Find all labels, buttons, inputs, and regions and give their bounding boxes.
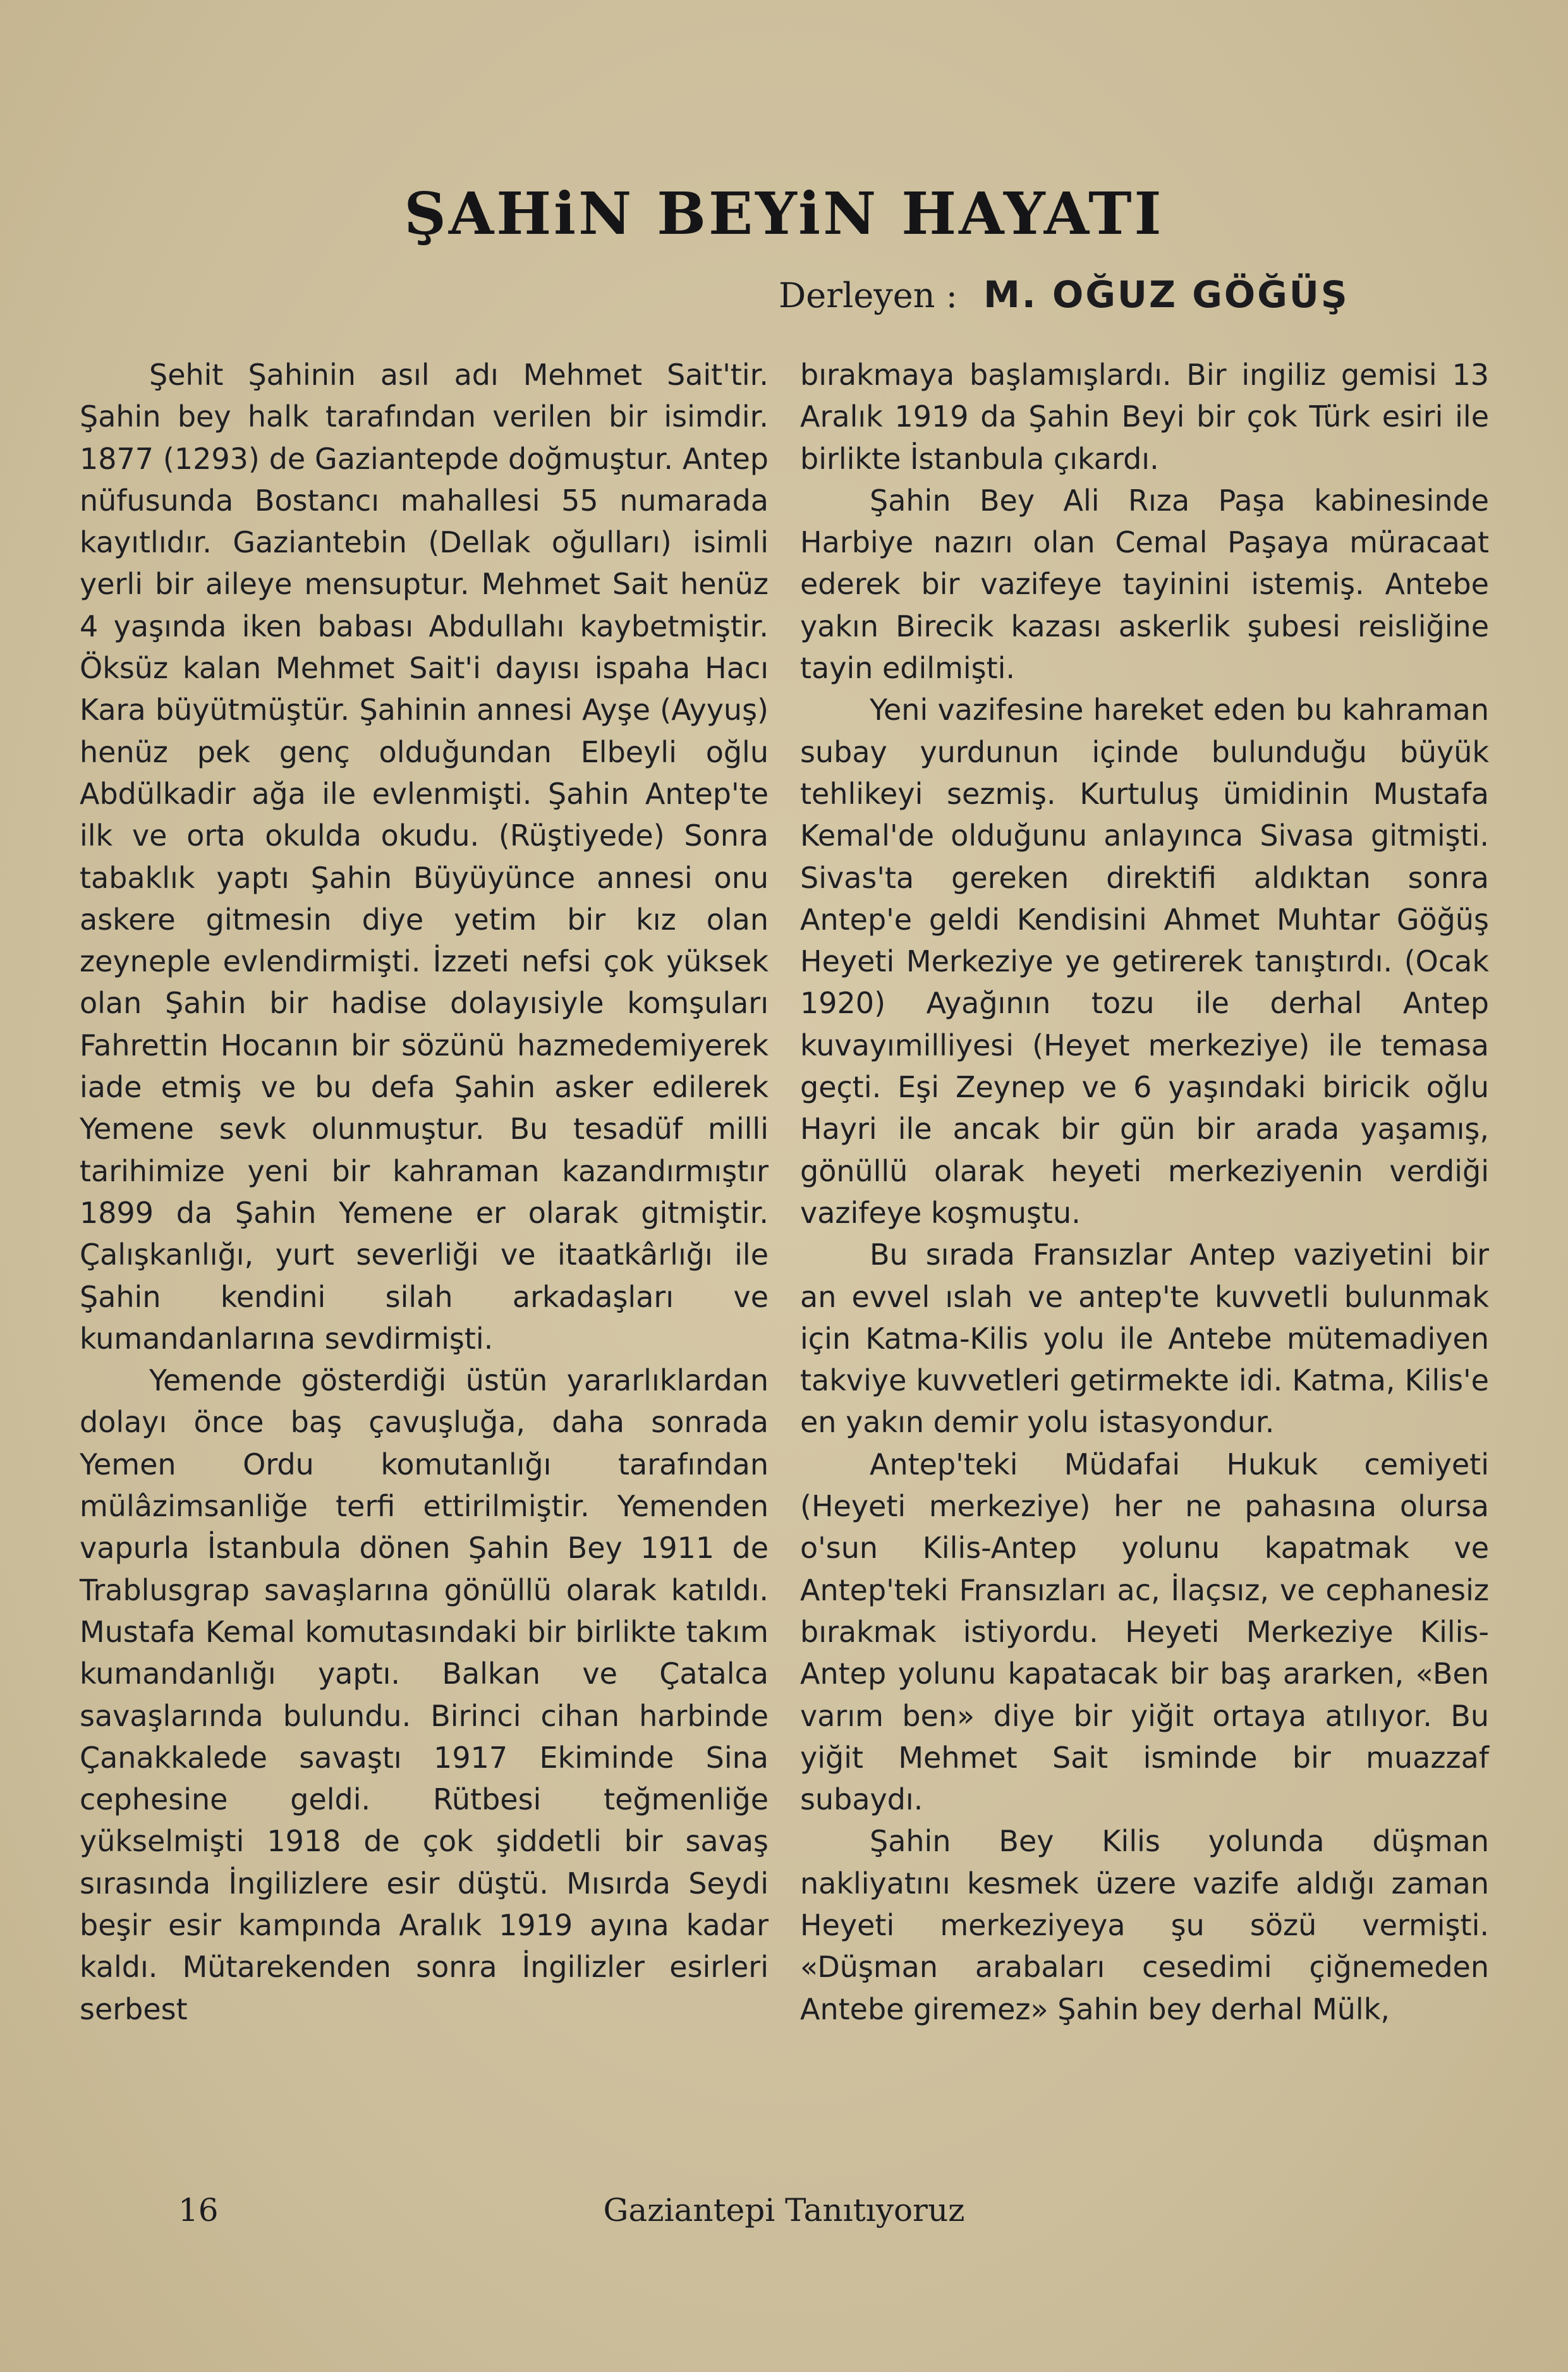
paragraph: Bu sırada Fransızlar Antep vaziyetini bir an evvel ıslah ve antep'te kuvvetli bulunmak için Katma-Kilis yolu ile Antebe mütemadiyen takviye kuvvetleri getirmekte idi. Katma, Kilis'e en yakın demir yolu istasyondur. xyxy=(800,1238,1489,1440)
paragraph: Şahin Bey Kilis yolunda düşman nakliyatını kesmek üzere vazife aldığı zaman Heyeti merkeziyeya şu sözü vermişti. «Düşman arabaları cesedimi çiğnemeden Antebe giremez» Şahin bey derhal Mülk, xyxy=(800,1824,1489,2026)
left-column xyxy=(80,354,769,2030)
byline-label: Derleyen : xyxy=(779,276,957,315)
page-footer xyxy=(0,2192,1568,2236)
paragraph: Şehit Şahinin asıl adı Mehmet Sait'tir. Şahin bey halk tarafından verilen bir isimdir. 1877 (1293) de Gaziantepde doğmuştur. Antep nüfusunda Bostancı mahallesi 55 numarada kayıtlıdır. Gaziantebin (Dellak oğulları) isimli yerli bir aileye mensuptur. Mehmet Sait henüz 4 yaşında iken babası Abdullahı kaybetmiştir. Öksüz kalan Mehmet Sait'i dayısı ispaha Hacı Kara büyütmüştür. Şahinin annesi Ayşe (Ayyuş) henüz pek genç olduğundan Elbeyli oğlu Abdülkadir ağa ile evlenmişti. Şahin Antep'te ilk ve orta okulda okudu. (Rüştiyede) Sonra tabaklık yaptı Şahin Büyüyünce annesi onu askere gitmesin diye yetim bir kız olan zeyneple evlendirmişti. İzzeti nefsi çok yüksek olan Şahin bir hadise dolayısiyle komşuları Fahrettin Hocanın bir sözünü hazmedemiyerek iade etmiş ve bu defa Şahin asker edilerek Yemene sevk olunmuştur. Bu tesadüf milli tarihimize yeni bir kahraman kazandırmıştır 1899 da Şahin Yemene er olarak gitmiştir. Çalışkanlığı, yurt severliği ve itaatkârlığı ile Şahin kendini silah arkadaşları ve kumandanlarına sevdirmişti. xyxy=(80,358,769,1356)
paragraph: bırakmaya başlamışlardı. Bir ingiliz gemisi 13 Aralık 1919 da Şahin Beyi bir çok Türk esiri ile birlikte İstanbula çıkardı. xyxy=(800,358,1489,476)
publication-name: Gaziantepi Tanıtıyoruz xyxy=(603,2192,965,2229)
paragraph: Yeni vazifesine hareket eden bu kahraman subay yurdunun içinde bulunduğu büyük tehlikeyi sezmiş. Kurtuluş ümidinin Mustafa Kemal'de olduğunu anlayınca Sivasa gitmişti. Sivas'ta gereken direktifi aldıktan sonra Antep'e geldi Kendisini Ahmet Muhtar Göğüş Heyeti Merkeziye ye getirerek tanıştırdı. (Ocak 1920) Ayağının tozu ile derhal Antep kuvayımilliyesi (Heyet merkeziye) ile temasa geçti. Eşi Zeynep ve 6 yaşındaki biricik oğlu Hayri ile ancak bir gün bir arada yaşamış, gönüllü olarak heyeti merkeziyenin verdiği vazifeye koşmuştu. xyxy=(800,693,1489,1230)
paragraph: Şahin Bey Ali Rıza Paşa kabinesinde Harbiye nazırı olan Cemal Paşaya müracaat ederek bir vazifeye tayinini istemiş. Antebe yakın Birecik kazası askerlik şubesi reisliğine tayin edilmişti. xyxy=(800,483,1489,686)
right-column xyxy=(800,354,1489,2030)
author-name: M. OĞUZ GÖĞÜŞ xyxy=(983,273,1349,316)
paragraph: Yemende gösterdiği üstün yararlıklardan dolayı önce baş çavuşluğa, daha sonrada Yemen Ordu komutanlığı tarafından mülâzimsanliğe terfi ettirilmiştir. Yemenden vapurla İstanbula dönen Şahin Bey 1911 de Trablusgrap savaşlarına gönüllü olarak katıldı. Mustafa Kemal komutasındaki bir birlikte takım kumandanlığı yaptı. Balkan ve Çatalca savaşlarında bulundu. Birinci cihan harbinde Çanakkalede savaştı 1917 Ekiminde Sina cephesine geldi. Rütbesi teğmenliğe yükselmişti 1918 de çok şiddetli bir savaş sırasında İngilizlere esir düştü. Mısırda Seydi beşir esir kampında Aralık 1919 ayına kadar kaldı. Mütarekenden sonra İngilizler esirleri serbest xyxy=(80,1363,769,2026)
byline xyxy=(779,273,1512,316)
paragraph: Antep'teki Müdafai Hukuk cemiyeti (Heyeti merkeziye) her ne pahasına olursa o'sun Kilis-Antep yolunu kapatmak ve Antep'teki Fransızları ac, İlaçsız, ve cephanesiz bırakmak istiyordu. Heyeti Merkeziye Kilis-Antep yolunu kapatacak bir baş ararken, «Ben varım ben» diye bir yiğit ortaya atılıyor. Bu yiğit Mehmet Sait isminde bir muazzaf subaydı. xyxy=(800,1447,1489,1817)
article-title: ŞAHiN BEYiN HAYATI xyxy=(404,179,1164,248)
page-number: 16 xyxy=(178,2192,219,2229)
